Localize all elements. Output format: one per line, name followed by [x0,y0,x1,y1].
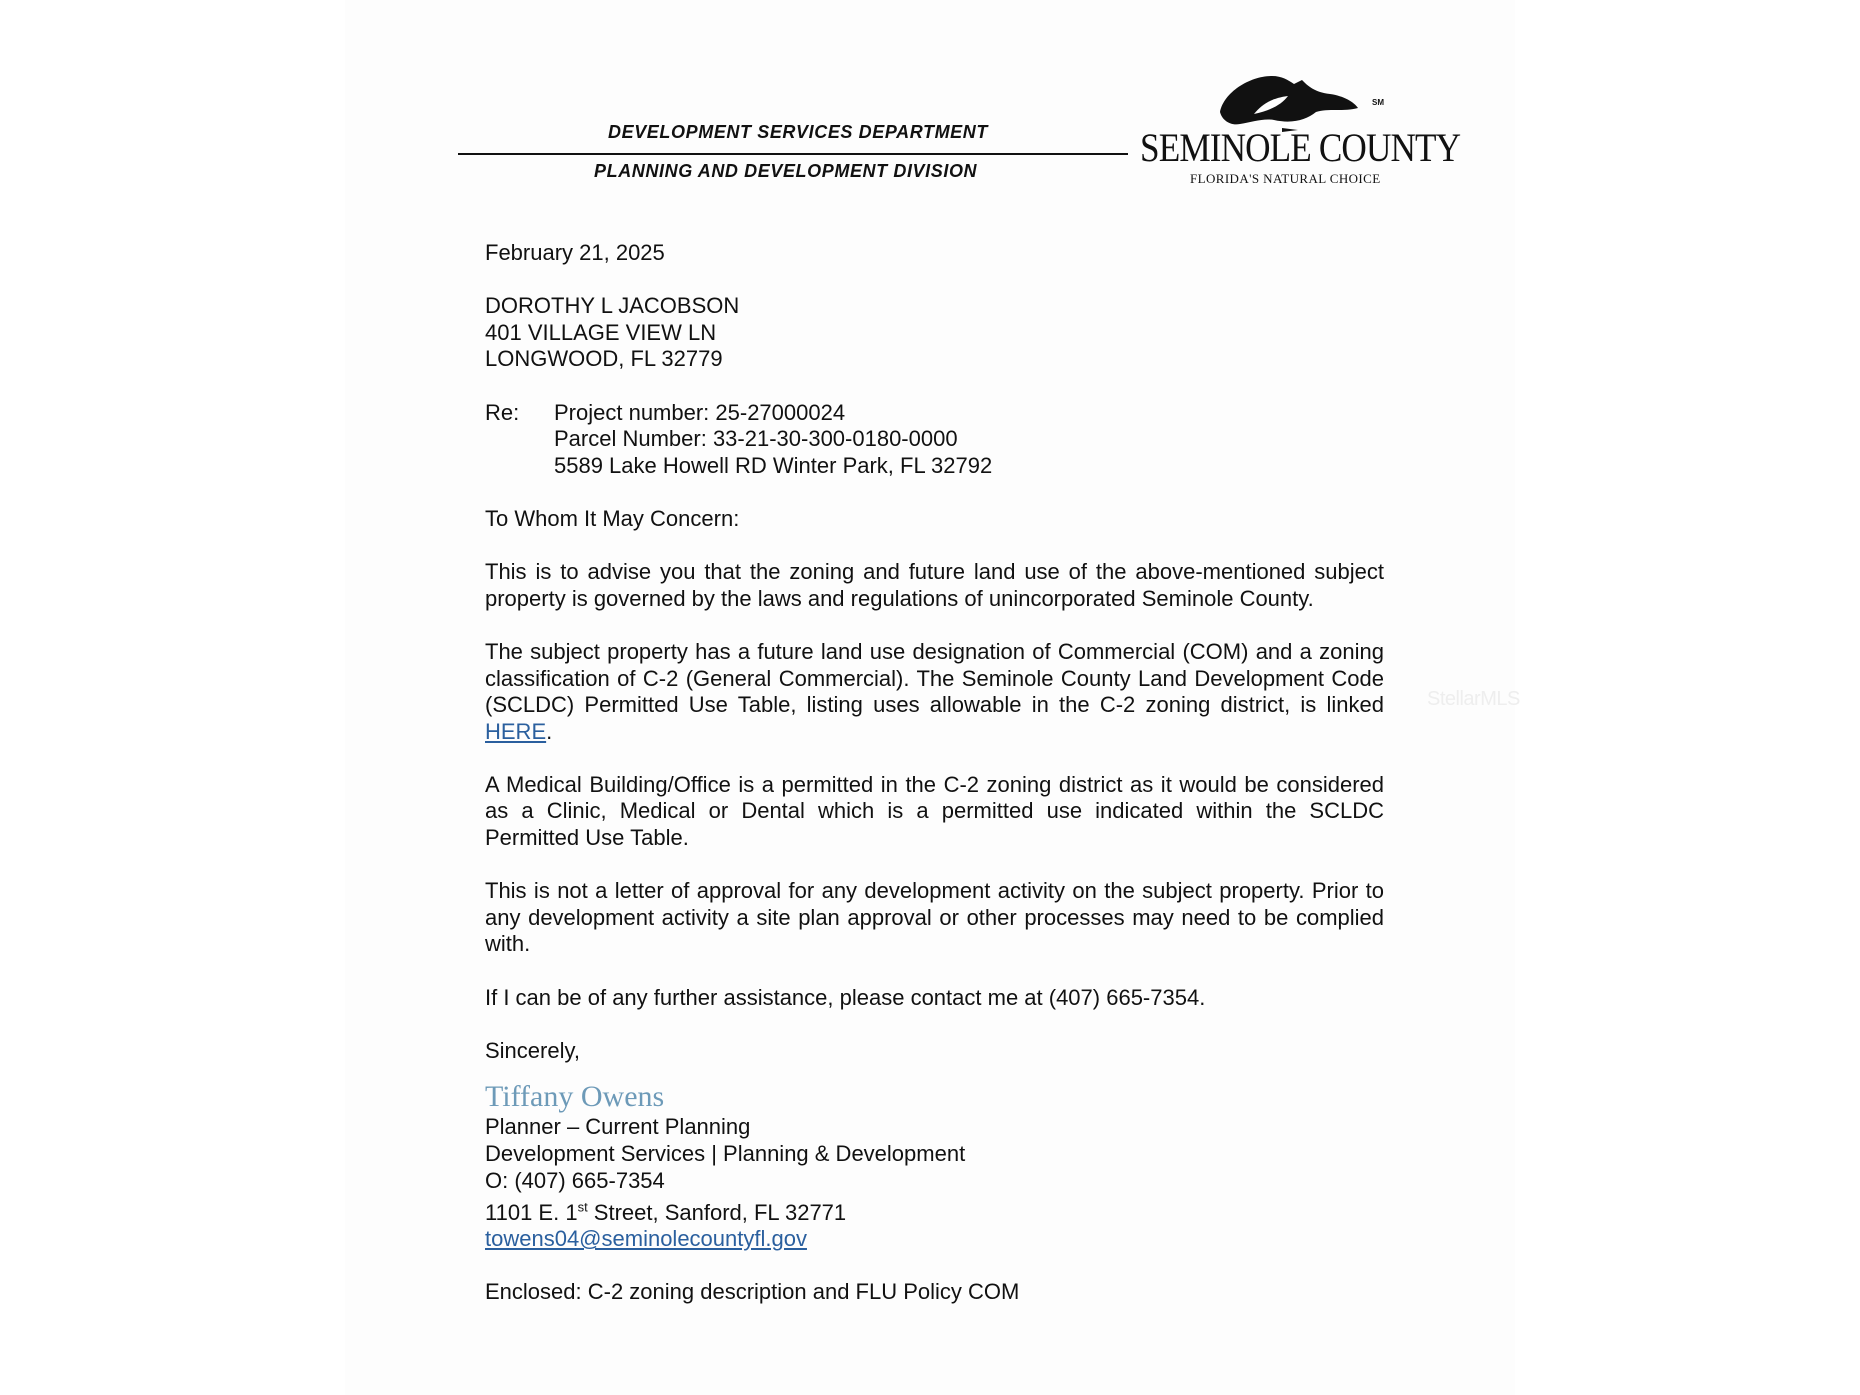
letterhead [458,60,1461,190]
paragraph-jurisdiction: This is to advise you that the zoning and future land use of the above-mentioned subject property is governed by the laws and regulations of unincorporated Seminole County. [485,559,1384,611]
re-label: Re: [485,399,520,425]
re-details [554,400,992,480]
address-superscript: st [577,1199,588,1215]
signature-address [485,1200,846,1225]
recipient-city: LONGWOOD, FL 32779 [485,346,723,372]
paragraph-disclaimer: This is not a letter of approval for any development activity on the subject property. Prior to any development activity a site plan approval or other processes may need to be complied with. [485,878,1384,957]
signature-email-link[interactable]: towens04@seminolecountyfl.gov [485,1226,807,1252]
signature-department: Development Services | Planning & Development [485,1141,966,1166]
signature-name: Tiffany Owens [485,1080,665,1114]
signature-block [485,1080,1384,1252]
seminole-county-logo [1132,68,1461,188]
paragraph-medical-use: A Medical Building/Office is a permitted in the C-2 zoning district as it would be considered as a Clinic, Medical or Dental which is a permitted use indicated within the SCLDC Permitted Use Table. [485,771,1384,851]
letter-date: February 21, 2025 [485,240,665,265]
recipient-address [485,293,1384,373]
letter-body [485,240,1384,1332]
logo-tagline: FLORIDA'S NATURAL CHOICE [1190,171,1381,186]
division-name: PLANNING AND DEVELOPMENT DIVISION [594,161,978,181]
watermark: StellarMLS [1427,688,1520,710]
project-number: Project number: 25-27000024 [554,399,846,425]
signature-phone: O: (407) 665-7354 [485,1167,665,1193]
paragraph-zoning-end: . [546,718,553,744]
paragraph-zoning [485,639,1384,745]
signature-title: Planner – Current Planning [485,1114,751,1140]
re-block [485,400,1384,480]
paragraph-contact: If I can be of any further assistance, please contact me at (407) 665-7354. [485,984,1206,1010]
property-address: 5589 Lake Howell RD Winter Park, FL 32792 [554,452,993,478]
service-mark: SM [1372,98,1384,107]
salutation: To Whom It May Concern: [485,505,740,531]
logo-county-name: SEMINOLE COUNTY [1140,125,1461,170]
permitted-use-table-link[interactable]: HERE [485,718,547,744]
enclosure-note: Enclosed: C-2 zoning description and FLU Policy COM [485,1279,1020,1305]
paragraph-zoning-text: The subject property has a future land use designation of Commercial (COM) and a zoning classification of C-2 (General Commercial). The Seminole County Land Development Code (SCLDC) Permitted Use Table, listing uses allowable in the C-2 zoning district, is linked [485,638,1384,718]
department-name: DEVELOPMENT SERVICES DEPARTMENT [608,122,988,142]
address-street: Street, Sanford, FL 32771 [587,1199,847,1225]
address-number: 1101 E. 1 [485,1199,578,1225]
recipient-street: 401 VILLAGE VIEW LN [485,319,717,345]
letterhead-rule [458,153,1128,155]
closing: Sincerely, [485,1037,580,1063]
parcel-number: Parcel Number: 33-21-30-300-0180-0000 [554,426,958,452]
recipient-name: DOROTHY L JACOBSON [485,293,740,319]
